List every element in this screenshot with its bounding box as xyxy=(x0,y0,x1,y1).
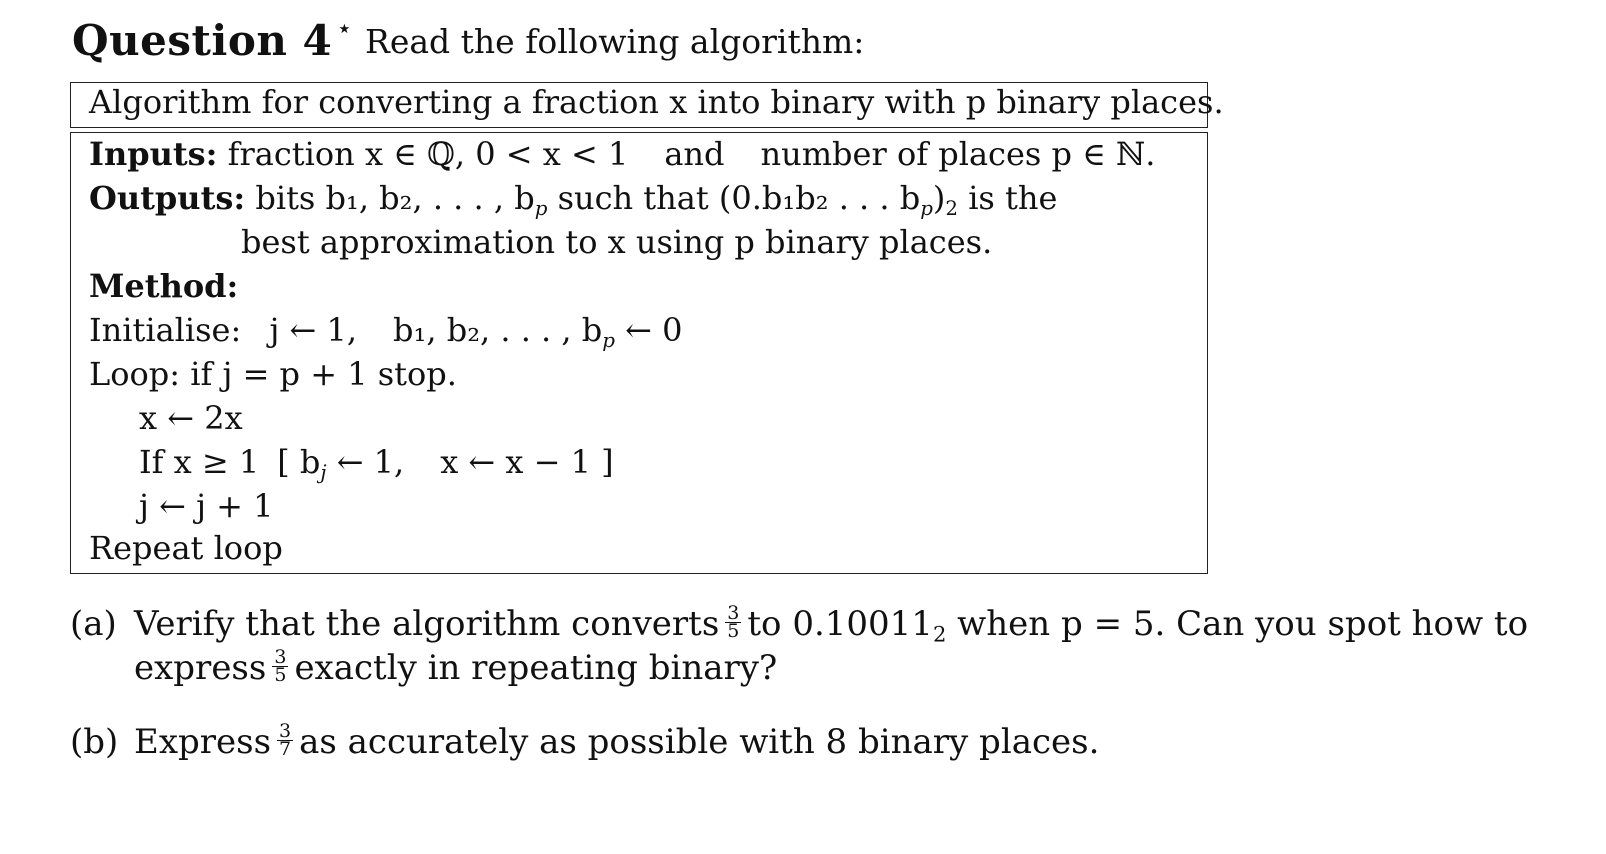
init-j: j ← 1, xyxy=(269,311,358,349)
part-a-text-5: exactly in repeating binary? xyxy=(294,648,778,688)
outputs-text-b: such that (0.b₁b₂ . . . b xyxy=(547,179,921,217)
inputs-line xyxy=(89,135,1155,173)
algorithm-title-box xyxy=(70,82,1224,128)
inputs-places: number of places p ∈ ℕ. xyxy=(760,135,1156,173)
part-b xyxy=(0,719,1606,772)
fraction-three-fifths xyxy=(725,601,741,642)
question-title: Question 4 xyxy=(72,16,333,65)
frac-num: 3 xyxy=(279,719,292,742)
inputs-and: and xyxy=(664,135,725,173)
step-if: If x ≥ 1 xyxy=(139,443,260,481)
frac-den: 7 xyxy=(279,737,292,760)
question-intro: Read the following algorithm: xyxy=(365,22,865,61)
step-assign: ← 1, xyxy=(326,443,405,481)
outputs-sub-p2: p xyxy=(920,196,933,220)
outputs-sub-p: p xyxy=(534,196,548,220)
step-if-line xyxy=(139,443,614,484)
init-sub-p: p xyxy=(602,328,615,352)
part-a-label: (a) xyxy=(70,604,117,644)
frac-den: 5 xyxy=(727,619,740,642)
part-a xyxy=(0,601,1606,704)
part-a-sub: 2 xyxy=(932,621,947,647)
step-x-minus: x ← x − 1 ] xyxy=(440,443,614,481)
algorithm-body-box xyxy=(70,132,1208,574)
frac-num: 3 xyxy=(274,645,287,668)
init-bits: b₁, b₂, . . . , b xyxy=(393,311,603,349)
loop-line: Loop: if j = p + 1 stop. xyxy=(89,355,457,393)
part-a-text-3: when p = 5. Can you spot how to xyxy=(946,604,1529,644)
step-sub-j: j xyxy=(320,460,327,484)
question-heading xyxy=(72,14,353,65)
inputs-text: fraction x ∈ ℚ, 0 < x < 1 xyxy=(227,135,629,173)
outputs-label: Outputs: xyxy=(89,179,246,217)
fraction-three-fifths-2 xyxy=(272,645,288,686)
star-icon: ⋆ xyxy=(336,14,353,44)
repeat-loop: Repeat loop xyxy=(89,529,283,567)
step-bracket-open: [ b xyxy=(277,443,321,481)
method-label: Method: xyxy=(89,267,239,305)
part-a-text-1: Verify that the algorithm converts xyxy=(134,604,720,644)
part-b-line-1 xyxy=(134,719,1100,762)
part-a-line-2 xyxy=(134,645,778,688)
init-zero: ← 0 xyxy=(614,311,683,349)
frac-num: 3 xyxy=(727,601,740,624)
part-b-text-2: as accurately as possible with 8 binary places. xyxy=(299,722,1100,762)
outputs-text-d: is the xyxy=(958,179,1058,217)
outputs-line xyxy=(89,179,1058,220)
part-a-text-4: express xyxy=(134,648,267,688)
outputs-line-2: best approximation to x using p binary places. xyxy=(241,223,993,261)
outputs-text-c: ) xyxy=(932,179,946,217)
part-b-text-1: Express xyxy=(134,722,272,762)
part-a-line-1 xyxy=(134,601,1529,647)
outputs-text-a: bits b₁, b₂, . . . , b xyxy=(255,179,535,217)
initialise-line xyxy=(89,311,683,352)
part-b-label: (b) xyxy=(70,722,119,762)
frac-den: 5 xyxy=(274,663,287,686)
algorithm-title: Algorithm for converting a fraction x into binary with p binary places. xyxy=(89,83,1224,121)
step-double-x: x ← 2x xyxy=(139,399,243,437)
outputs-sub-2: 2 xyxy=(945,196,959,220)
part-a-text-2: to 0.10011 xyxy=(747,604,933,644)
inputs-label: Inputs: xyxy=(89,135,218,173)
step-increment-j: j ← j + 1 xyxy=(139,487,274,525)
fraction-three-sevenths xyxy=(277,719,293,760)
init-label: Initialise: xyxy=(89,311,242,349)
